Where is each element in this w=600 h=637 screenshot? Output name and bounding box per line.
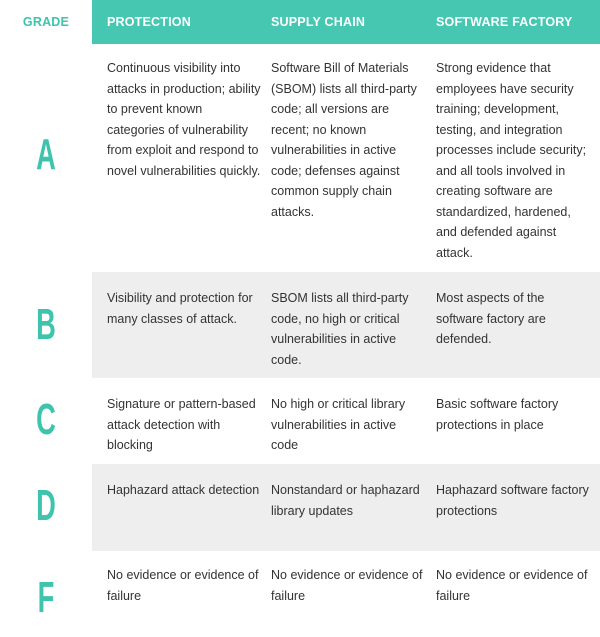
table-row-f bbox=[0, 551, 600, 637]
protection-cell: Continuous visibility into attacks in production; ability to prevent known categories of vulnerability from exploit and respond to novel vulnerabilities quickly. bbox=[107, 61, 261, 178]
protection-cell: Signature or pattern-based attack detection with blocking bbox=[107, 397, 256, 452]
table-row-b bbox=[0, 272, 600, 378]
grade-letter: F bbox=[37, 573, 55, 622]
table-row-c bbox=[0, 378, 600, 464]
header-software-factory: SOFTWARE FACTORY bbox=[436, 15, 573, 29]
header-supply-chain: SUPPLY CHAIN bbox=[271, 15, 366, 29]
supply-chain-cell: Nonstandard or haphazard library updates bbox=[271, 483, 420, 518]
table-row-a bbox=[0, 44, 600, 272]
supply-chain-cell: Software Bill of Materials (SBOM) lists all third-party code; all versions are recent; no known vulnerabilities in active code; defenses against common supply chain attacks. bbox=[271, 61, 417, 219]
software-factory-cell: Basic software factory protections in place bbox=[436, 397, 559, 432]
protection-cell: No evidence or evidence of failure bbox=[107, 568, 259, 603]
protection-cell: Visibility and protection for many classes of attack. bbox=[107, 291, 253, 326]
table-header bbox=[0, 0, 600, 44]
grade-letter: D bbox=[36, 481, 56, 530]
grade-letter: A bbox=[36, 130, 56, 179]
supply-chain-cell: No evidence or evidence of failure bbox=[271, 568, 423, 603]
supply-chain-cell: No high or critical library vulnerabilities in active code bbox=[271, 397, 406, 452]
supply-chain-cell: SBOM lists all third-party code, no high or critical vulnerabilities in active code. bbox=[271, 291, 409, 367]
protection-cell: Haphazard attack detection bbox=[107, 483, 260, 497]
software-factory-cell: Strong evidence that employees have security training; development, testing, and integration processes include security; and all tools involved in creating software are standardized, hardened, and defended against attack. bbox=[436, 61, 587, 260]
grade-letter: C bbox=[36, 395, 56, 444]
software-factory-cell: No evidence or evidence of failure bbox=[436, 568, 588, 603]
grade-letter: B bbox=[36, 300, 56, 349]
software-factory-cell: Haphazard software factory protections bbox=[436, 483, 589, 518]
software-factory-cell: Most aspects of the software factory are defended. bbox=[436, 291, 546, 346]
table-row-d bbox=[0, 464, 600, 551]
header-grade: GRADE bbox=[22, 15, 70, 29]
header-protection: PROTECTION bbox=[107, 15, 191, 29]
